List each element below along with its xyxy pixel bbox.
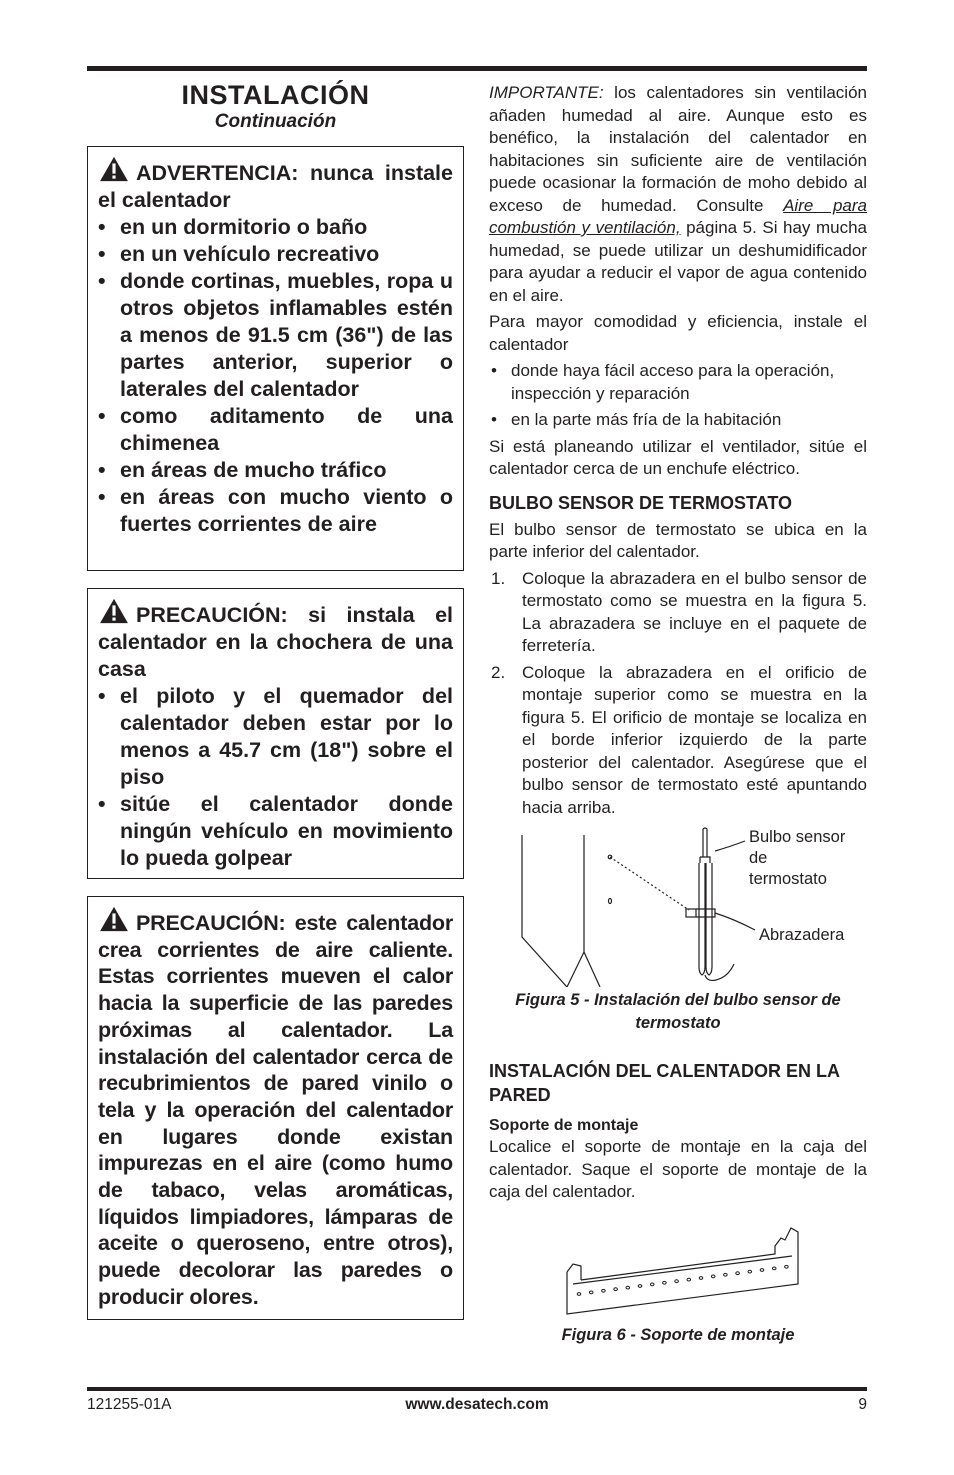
- figure-5-illustration: [489, 827, 867, 987]
- list-item: • en un dormitorio o baño: [98, 214, 453, 241]
- bracket-hole: [785, 1265, 789, 1268]
- step-item: 2. Coloque la abrazadera en el orificio de montaje superior como se muestra en la figura 5. El orificio de montaje se localiza en el borde inferior izquierdo de la parte posterior del calentador. Asegúrese que el bulbo sensor de termostato esté apuntando hacia arriba.: [491, 662, 867, 817]
- bulb-intro: El bulbo sensor de termostato se ubica en la parte inferior del calentador.: [489, 519, 867, 561]
- list-item: • en un vehículo recreativo: [98, 241, 453, 268]
- comfort-list: [489, 360, 867, 432]
- document-number: 121255-01A: [87, 1396, 172, 1413]
- fan-note: Si está planeando utilizar el ventilador, sitúe el calentador cerca de un enchufe eléctrico.: [489, 436, 867, 478]
- bracket-hole: [589, 1291, 593, 1294]
- section-title: INSTALACIÓN: [181, 80, 370, 110]
- bracket-hole: [736, 1271, 740, 1274]
- warning-triangle-icon: [98, 906, 130, 932]
- caution-box-carport: [87, 588, 464, 879]
- bracket-text: Localice el soporte de montaje en la caja del calentador. Saque el soporte de montaje de la caja del calentador.: [489, 1137, 867, 1201]
- caution-list: [98, 683, 453, 872]
- list-item: • como aditamento de una chimenea: [98, 403, 453, 457]
- page-number: 9: [858, 1396, 867, 1413]
- bracket-hole: [687, 1278, 691, 1281]
- bracket-hole: [650, 1283, 654, 1286]
- bracket-hole: [772, 1267, 776, 1270]
- left-column: [87, 80, 464, 1337]
- figure-6-illustration: [489, 1224, 867, 1324]
- section-subtitle: Continuación: [214, 111, 337, 132]
- bracket-subheading: Soporte de montaje: [489, 1117, 639, 1134]
- clamp-label: Abrazadera: [759, 926, 845, 944]
- bracket-hole: [724, 1273, 728, 1276]
- bracket-hole: [626, 1286, 630, 1289]
- top-rule: [87, 66, 867, 71]
- bracket-hole: [577, 1292, 581, 1295]
- important-paragraph: IMPORTANTE: los calentadores sin ventilación añaden humedad al aire. Aunque esto es benéfico, la instalación del calentador en habitaciones sin suficiente aire de ventilación puede ocasionar la formación de moho debido al exceso de humedad. Consulte Aire para combustión y ventilación, página 5. Si hay mucha humedad, se puede utilizar un deshumidificador para ayudar a reducir el vapor de agua contenido en el aire.: [489, 83, 868, 305]
- warning-triangle-icon: [98, 598, 130, 624]
- bracket-hole: [602, 1289, 606, 1292]
- cross-reference-link[interactable]: Aire para combustión y ventilación,: [489, 195, 868, 237]
- list-item: • donde cortinas, muebles, ropa u otros objetos inflamables estén a menos de 91.5 cm (36") de las partes anterior, superior o laterales del calentador: [98, 268, 453, 403]
- step-item: 1. Coloque la abrazadera en el bulbo sensor de termostato como se muestra en la figura 5. La abrazadera se incluye en el paquete de ferretería.: [491, 568, 867, 655]
- caution-heading: PRECAUCIÓN: si instala el calentador en la chochera de una casa: [98, 598, 453, 683]
- list-item: • en áreas con mucho viento o fuertes corrientes de aire: [98, 484, 453, 538]
- bracket-hole: [638, 1284, 642, 1287]
- figure-5-caption: Figura 5 - Instalación del bulbo sensor de termostato: [515, 991, 841, 1032]
- caution-box-air-currents: [87, 896, 464, 1320]
- warning-triangle-icon: [98, 156, 130, 182]
- wall-installation-heading: INSTALACIÓN DEL CALENTADOR EN LA PARED: [489, 1061, 840, 1105]
- bracket-hole: [760, 1268, 764, 1271]
- comfort-intro: Para mayor comodidad y eficiencia, instale el calentador: [489, 312, 867, 354]
- bulb-label: Bulbo sensor de termostato: [749, 828, 846, 888]
- list-item: • donde haya fácil acceso para la operación, inspección y reparación: [489, 360, 867, 405]
- bracket-hole: [711, 1275, 715, 1278]
- caution-text: PRECAUCIÓN: este calentador crea corrientes de aire caliente. Estas corrientes mueven el calor hacia la superficie de las paredes próximas al calentador. La instalación del calentador cerca de recubrimientos de pared vinilo o tela y la operación del calentador en lugares donde existan impurezas en el aire (como humo de tabaco, velas aromáticas, líquidos limpiadores, lámparas de aceite o queroseno, entre otros), puede decolorar las paredes o producir olores.: [98, 906, 453, 1311]
- mounting-bracket-drawing: [489, 1224, 867, 1324]
- list-item: • en áreas de mucho tráfico: [98, 457, 453, 484]
- list-item: • el piloto y el quemador del calentador deben estar por lo menos a 45.7 cm (18") sobre el piso: [98, 683, 453, 791]
- warning-box: [87, 146, 464, 571]
- bulb-heading: BULBO SENSOR DE TERMOSTATO: [489, 492, 793, 513]
- steps-list: [489, 568, 867, 820]
- bottom-rule: [87, 1387, 867, 1391]
- bracket-hole: [748, 1270, 752, 1273]
- website-url[interactable]: www.desatech.com: [405, 1396, 549, 1413]
- list-item: • sitúe el calentador donde ningún vehículo en movimiento lo pueda golpear: [98, 791, 453, 872]
- bracket-hole: [663, 1281, 667, 1284]
- figure-6-caption: Figura 6 - Soporte de montaje: [561, 1325, 795, 1344]
- bracket-hole: [699, 1276, 703, 1279]
- bracket-hole: [675, 1279, 679, 1282]
- bracket-hole: [614, 1287, 618, 1290]
- list-item: • en la parte más fría de la habitación: [489, 409, 867, 432]
- warning-heading: ADVERTENCIA: nunca instale el calentador: [98, 156, 453, 214]
- warning-list: [98, 214, 453, 538]
- important-label: IMPORTANTE:: [489, 83, 604, 102]
- right-column: [489, 82, 867, 1347]
